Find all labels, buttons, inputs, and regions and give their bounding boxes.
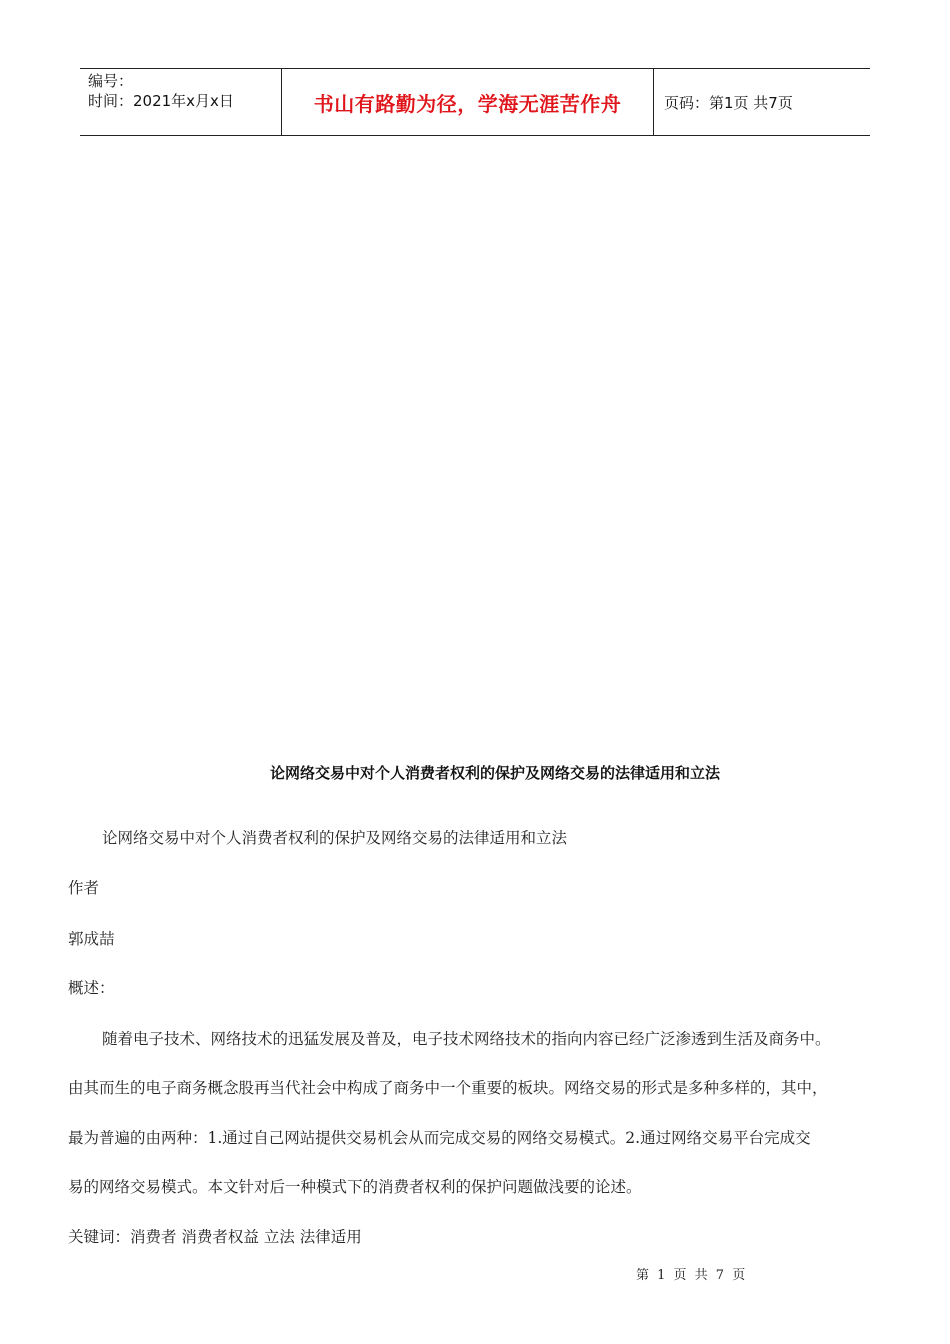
motto-text: 书山有路勤为径，学海无涯苦作舟 [313, 91, 622, 116]
author-name: 郭成喆 [68, 930, 115, 948]
header-table [80, 68, 870, 136]
body-line: 最为普遍的由两种：1.通过自己网站提供交易机会从而完成交易的网络交易模式。2.通过网络交易平台完成交 [68, 1129, 811, 1147]
header-motto-cell [281, 69, 654, 135]
page-footer: 第 1 页 共 7 页 [636, 1268, 746, 1283]
body-line: 随着电子技术、网络技术的迅猛发展及普及，电子技术网络技术的指向内容已经广泛渗透到生活及商务中。 [102, 1030, 831, 1048]
body-line: 易的网络交易模式。本文针对后一种模式下的消费者权利的保护问题做浅要的论述。 [68, 1178, 642, 1196]
body-line: 由其而生的电子商务概念股再当代社会中构成了商务中一个重要的板块。网络交易的形式是多种多样的，其中， [68, 1079, 828, 1097]
document-subtitle: 论网络交易中对个人消费者权利的保护及网络交易的法律适用和立法 [102, 829, 568, 847]
time-label: 时间：2021年x月x日 [88, 92, 234, 110]
page-info: 页码：第1页 共7页 [664, 93, 793, 112]
number-label: 编号： [88, 72, 134, 90]
overview-label: 概述： [68, 979, 115, 997]
header-meta-cell [80, 69, 281, 135]
author-label: 作者 [68, 879, 100, 897]
document-title: 论网络交易中对个人消费者权利的保护及网络交易的法律适用和立法 [269, 764, 720, 782]
keywords-line: 关键词：消费者 消费者权益 立法 法律适用 [68, 1228, 362, 1246]
header-page-cell [654, 69, 870, 135]
